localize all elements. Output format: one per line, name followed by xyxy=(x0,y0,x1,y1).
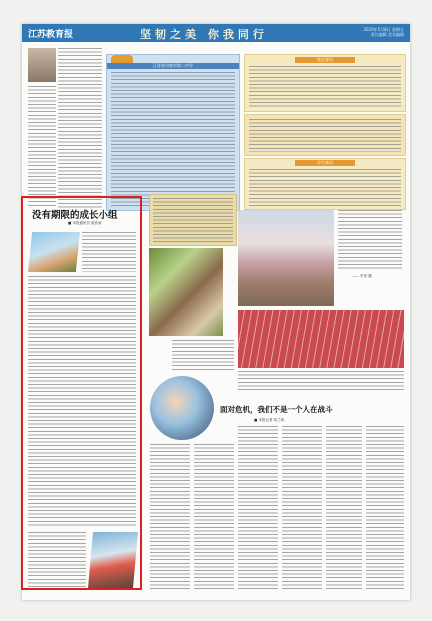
feature-title: 没有期限的成长小组 xyxy=(32,210,118,221)
bottom-col-6 xyxy=(366,426,404,590)
page-slogan: 坚韧之美 你我同行 xyxy=(140,28,268,41)
right-mid-box xyxy=(244,114,406,156)
right-lower-box xyxy=(244,158,406,210)
flower-photo xyxy=(149,248,223,336)
brand-name: 江苏教育报 xyxy=(28,30,74,40)
bottom-article-title: 面对危机，我们不是一个人在战斗 xyxy=(220,405,333,414)
volunteers-photo xyxy=(150,376,214,440)
track-caption-text xyxy=(238,371,404,391)
bottom-col-5 xyxy=(326,426,362,590)
right-mid-text xyxy=(249,119,401,152)
left-column-text-b xyxy=(28,86,56,208)
center-note-box xyxy=(149,194,237,246)
center-note-text xyxy=(153,198,233,242)
right-top-header: 校长寄语 xyxy=(295,57,355,63)
photo-caption-text xyxy=(172,340,234,370)
bottom-article-byline: ■ 本报记者 刘兰琪 xyxy=(254,418,285,422)
right-top-box xyxy=(244,54,406,112)
bottom-col-3 xyxy=(238,426,278,590)
right-lower-text xyxy=(249,169,401,206)
tree-side-text xyxy=(338,210,402,270)
right-top-text xyxy=(249,66,401,108)
top-box-header: 江苏省句容市第二中学 xyxy=(107,63,239,69)
bottom-col-1 xyxy=(150,444,190,590)
issue-meta: 2020年5月8日 星期五 责任编辑 美术编辑 xyxy=(363,27,404,37)
highlight-frame xyxy=(21,196,142,590)
right-lower-header: 学生寄语 xyxy=(295,160,355,166)
top-box-text xyxy=(111,72,235,206)
bottom-col-2 xyxy=(194,444,234,590)
left-column-text xyxy=(58,48,102,208)
feature-byline: ■ 本报通讯员 崔欣雨 xyxy=(68,221,102,225)
tree-photo xyxy=(238,210,334,306)
author-portrait xyxy=(28,48,56,82)
section-tag xyxy=(111,55,133,63)
masthead xyxy=(22,24,410,42)
tree-caption: —— 朱荣 摄 xyxy=(352,274,372,278)
running-track-photo xyxy=(238,310,404,368)
top-feature-box xyxy=(106,54,240,211)
bottom-col-4 xyxy=(282,426,322,590)
